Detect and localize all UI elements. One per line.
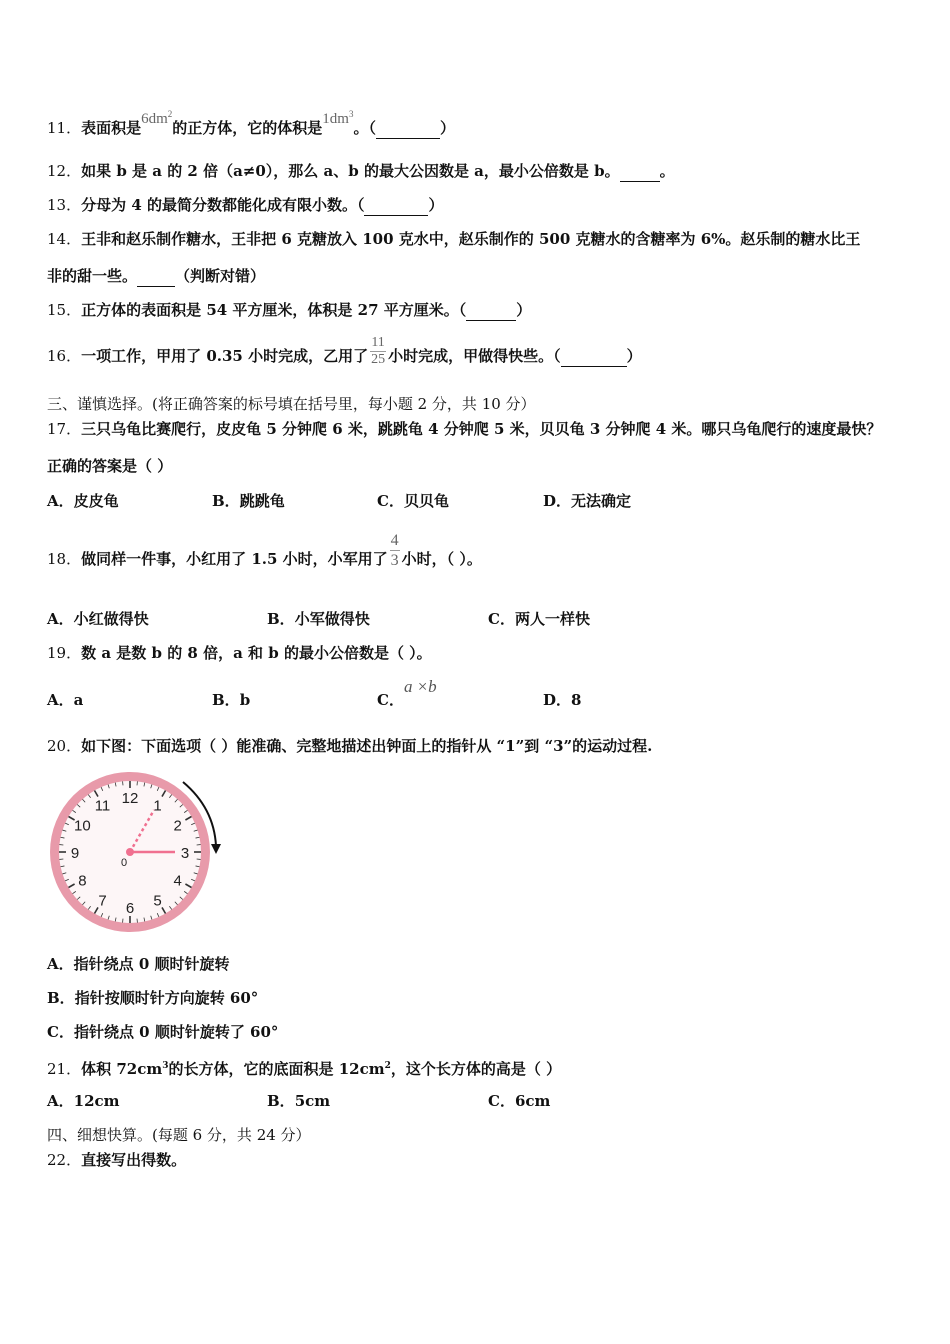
q20-text: 如下图：下面选项（ ）能准确、完整地描述出钟面上的指针从 “1”到 “3”的运动过程.: [81, 737, 653, 755]
question-number: 12．: [47, 162, 82, 180]
answer-blank[interactable]: [561, 346, 627, 367]
clock-pivot: [126, 848, 134, 856]
q21-option-b[interactable]: B．5cm: [267, 1092, 331, 1110]
section-3-heading: 三、谨慎选择。(将正确答案的标号填在括号里，每小题 2 分，共 10 分）: [47, 395, 536, 413]
question-19: [47, 643, 432, 663]
q20-option-c[interactable]: C．指针绕点 0 顺时针旋转了 60°: [47, 1023, 279, 1041]
question-17-line-1: [47, 419, 881, 439]
q20-option-a[interactable]: A．指针绕点 0 顺时针旋转: [47, 955, 230, 973]
clock-number: 3: [180, 845, 190, 862]
question-number: 15．: [47, 301, 82, 319]
q17-option-d[interactable]: D．无法确定: [543, 492, 632, 510]
answer-blank[interactable]: [364, 195, 428, 216]
q19-option-d[interactable]: D．8: [543, 691, 582, 709]
q11-text-2: 的正方体，它的体积是: [172, 119, 323, 137]
clock-number: 2: [173, 817, 182, 835]
q11-math-volume: $1dm^3$: [322, 109, 354, 127]
clock-number: 5: [153, 892, 162, 910]
q16-text-2: 小时完成，甲做得快些。（: [388, 347, 561, 365]
q11-text-3: 。（: [353, 119, 376, 137]
section-4-heading: 四、细想快算。(每题 6 分，共 24 分）: [47, 1126, 311, 1144]
q19-text: 数 a 是数 b 的 8 倍，a 和 b 的最小公倍数是（ ）。: [81, 644, 432, 662]
question-16: 16．一项工作，甲用了 0.35 小时完成，乙用了 $\frac{11}{25}$ 小时完成，甲做得快些。（ ）: [47, 334, 642, 367]
question-number: 19．: [47, 644, 82, 662]
q16-text-1: 一项工作，甲用了 0.35 小时完成，乙用了: [81, 347, 369, 365]
question-20: [47, 736, 652, 756]
q18-fraction: $\frac{4}{3}$: [390, 531, 399, 569]
question-21: 21．体积 $72cm^3$的长方体，它的底面积是 $12cm^2$，这个长方体的高是（ ）: [47, 1060, 562, 1078]
question-number: 21．: [47, 1060, 82, 1078]
question-number: 18．: [47, 550, 82, 568]
clock-number: 10: [74, 817, 91, 835]
clock-number: 4: [173, 872, 182, 890]
clock-center-label: 0: [121, 857, 128, 869]
q12-text: 如果 b 是 a 的 2 倍（a≠0），那么 a、b 的最大公因数是 a，最小公倍数是 b。: [81, 162, 620, 180]
question-17-line-2: 正确的答案是（ ）: [47, 457, 173, 475]
q19-option-c-math: a ×b: [403, 677, 437, 696]
q17-option-a[interactable]: A．皮皮龟: [47, 492, 119, 510]
answer-blank[interactable]: [137, 266, 175, 287]
q18-option-b[interactable]: B．小军做得快: [267, 610, 370, 628]
rotation-arrow-head: [211, 844, 221, 854]
q19-option-c[interactable]: C．a ×b: [377, 677, 437, 709]
question-11: 11．表面积是$6dm^2$的正方体，它的体积是$1dm^3$。（ ）: [47, 109, 455, 137]
q16-fraction: $\frac{11}{25}$: [371, 334, 386, 367]
q18-option-c[interactable]: C．两人一样快: [488, 610, 590, 628]
question-18: [47, 531, 482, 570]
question-number: 11．: [47, 119, 82, 137]
question-14-line-1: [47, 229, 860, 249]
question-number: 22．: [47, 1151, 82, 1169]
question-15: 15．正方体的表面积是 54 平方厘米，体积是 27 平方厘米。（ ）: [47, 301, 532, 319]
question-14-line-2: 非的甜一些。 （判断对错）: [47, 267, 266, 285]
question-number: 14．: [47, 230, 82, 248]
clock-number: 12: [121, 790, 139, 807]
q15-text: 正方体的表面积是 54 平方厘米，体积是 27 平方厘米。（: [81, 301, 467, 319]
clock-number: 9: [70, 845, 80, 862]
answer-blank[interactable]: [376, 118, 440, 139]
q18-text-1: 做同样一件事，小红用了 1.5 小时，小军用了: [81, 550, 388, 568]
q19-option-a[interactable]: A．a: [47, 691, 84, 709]
q18-text-2: 小时，（ ）。: [401, 550, 482, 568]
clock-number: 7: [98, 892, 107, 910]
answer-blank[interactable]: [620, 161, 660, 182]
q17-text-1: 三只乌龟比赛爬行，皮皮龟 5 分钟爬 6 米，跳跳龟 4 分钟爬 5 米，贝贝龟 3 分钟爬 4 米。哪只乌龟爬行的速度最快？: [81, 420, 882, 438]
q11-math-area: $6dm^2$: [141, 109, 173, 127]
q21-option-c[interactable]: C．6cm: [488, 1092, 551, 1110]
clock-number: 11: [94, 797, 111, 815]
q17-option-c[interactable]: C．贝贝龟: [377, 492, 449, 510]
clock-number: 8: [78, 872, 87, 890]
question-number: 13．: [47, 196, 82, 214]
q11-text-1: 表面积是: [81, 119, 142, 137]
question-number: 17．: [47, 420, 82, 438]
q20-option-b[interactable]: B．指针按顺时针方向旋转 60°: [47, 989, 259, 1007]
question-13: 13．分母为 4 的最简分数都能化成有限小数。（ ）: [47, 196, 444, 214]
q19-option-b[interactable]: B．b: [212, 691, 251, 709]
clock-figure: [46, 768, 226, 938]
q14-text-1: 王非和赵乐制作糖水，王非把 6 克糖放入 100 克水中，赵乐制作的 500 克糖水的含糖率为 6%。赵乐制的糖水比王: [81, 230, 861, 248]
question-12: 12．如果 b 是 a 的 2 倍（a≠0），那么 a、b 的最大公因数是 a，最小公倍数是 b。 。: [47, 162, 675, 180]
question-22: 22．直接写出得数。: [47, 1151, 187, 1169]
q18-option-a[interactable]: A．小红做得快: [47, 610, 149, 628]
question-number: 16．: [47, 347, 82, 365]
q17-option-b[interactable]: B．跳跳龟: [212, 492, 285, 510]
q14-text-2: 非的甜一些。: [47, 267, 138, 285]
answer-blank[interactable]: [466, 300, 516, 321]
clock-number: 6: [125, 900, 135, 917]
q13-text: 分母为 4 的最简分数都能化成有限小数。（: [81, 196, 365, 214]
q21-option-a[interactable]: A．12cm: [47, 1092, 120, 1110]
clock-number: 1: [153, 797, 162, 815]
question-number: 20．: [47, 737, 82, 755]
